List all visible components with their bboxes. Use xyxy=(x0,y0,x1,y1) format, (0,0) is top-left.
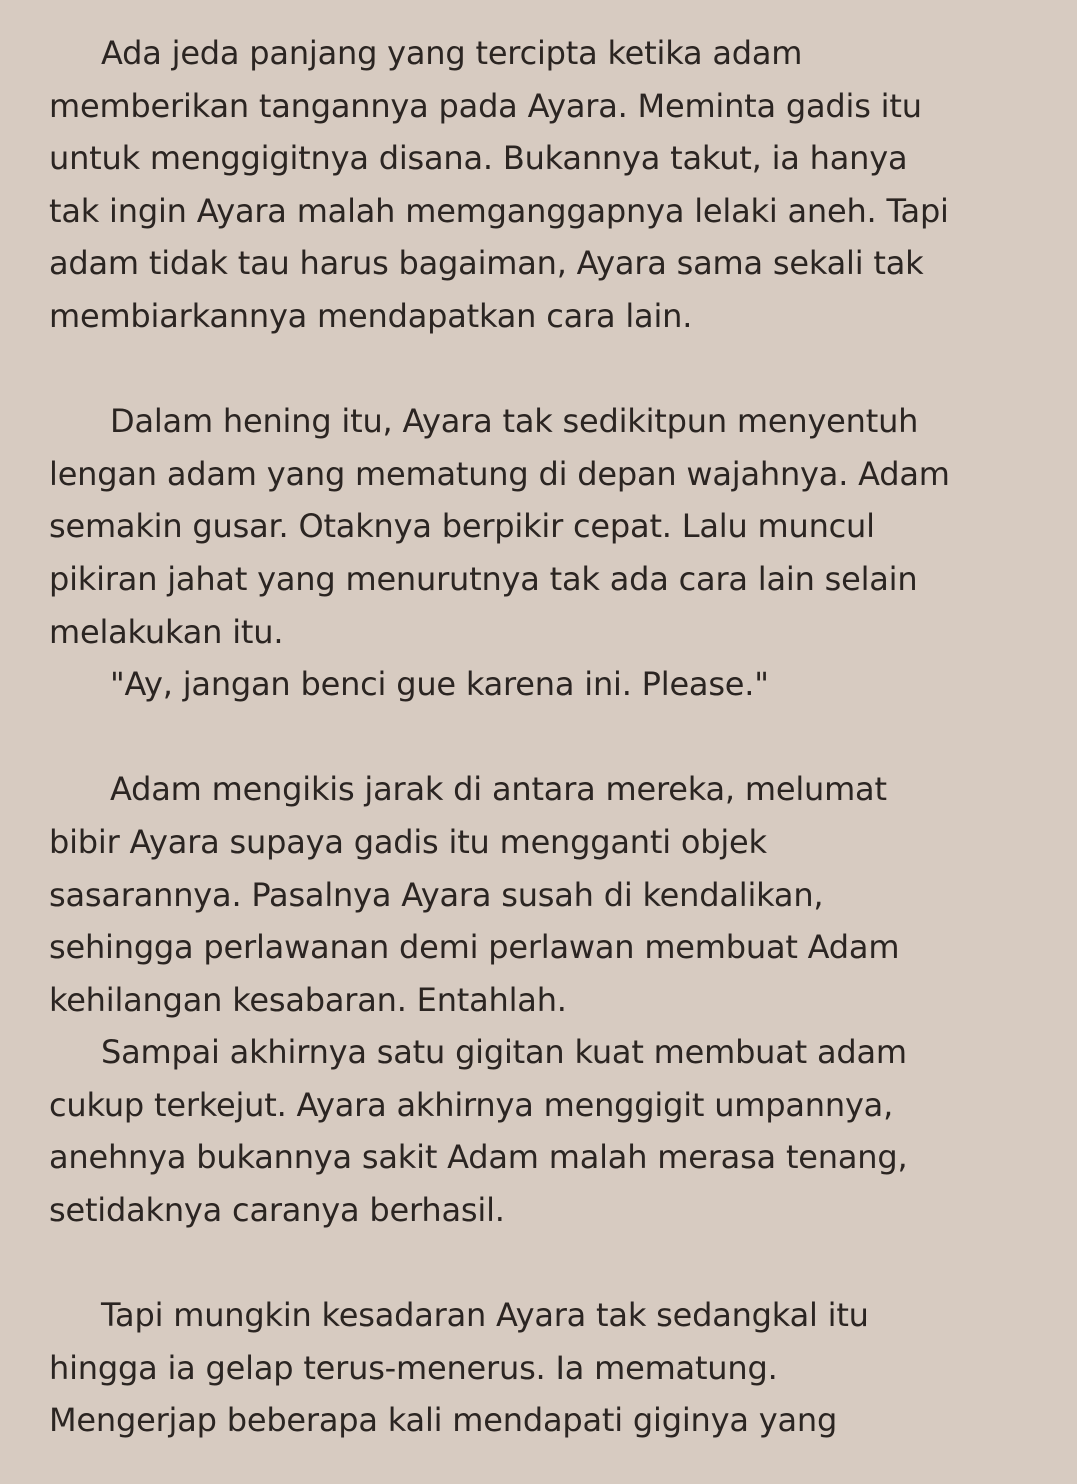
paragraph-spacer xyxy=(49,711,1037,764)
text-line: Tapi mungkin kesadaran Ayara tak sedangkal itu xyxy=(101,1296,869,1335)
text-line: membiarkannya mendapatkan cara lain. xyxy=(49,296,693,335)
text-line: pikiran jahat yang menurutnya tak ada cara lain selain xyxy=(49,559,918,598)
text-line: sehingga perlawanan demi perlawan membuat Adam xyxy=(49,928,900,967)
text-line: tak ingin Ayara malah memganggapnya lelaki aneh. Tapi xyxy=(49,191,949,230)
text-line: sasarannya. Pasalnya Ayara susah di kendalikan, xyxy=(49,875,824,914)
paragraph-2 xyxy=(49,395,1037,658)
text-line: setidaknya caranya berhasil. xyxy=(49,1191,505,1230)
paragraph-spacer xyxy=(49,1237,1037,1290)
text-line: Dalam hening itu, Ayara tak sedikitpun menyentuh xyxy=(110,402,919,441)
text-line: hingga ia gelap terus-menerus. Ia mematung. xyxy=(49,1348,778,1387)
text-line: melakukan itu. xyxy=(49,612,284,651)
text-line: bibir Ayara supaya gadis itu mengganti objek xyxy=(49,822,767,861)
dialogue-line xyxy=(49,658,1037,711)
text-line: kehilangan kesabaran. Entahlah. xyxy=(49,980,567,1019)
text-line: "Ay, jangan benci gue karena ini. Please." xyxy=(110,665,769,704)
paragraph-3 xyxy=(49,763,1037,1026)
text-line: memberikan tangannya pada Ayara. Meminta gadis itu xyxy=(49,86,922,125)
text-line: untuk menggigitnya disana. Bukannya takut, ia hanya xyxy=(49,139,908,178)
text-line: adam tidak tau harus bagaiman, Ayara sama sekali tak xyxy=(49,244,924,283)
paragraph-spacer xyxy=(49,343,1037,396)
paragraph-4 xyxy=(49,1026,1037,1236)
paragraph-5 xyxy=(49,1289,1037,1447)
paragraph-1 xyxy=(49,27,1037,343)
text-line: anehnya bukannya sakit Adam malah merasa tenang, xyxy=(49,1138,908,1177)
text-line: Ada jeda panjang yang tercipta ketika adam xyxy=(101,34,803,72)
text-line: semakin gusar. Otaknya berpikir cepat. Lalu muncul xyxy=(49,507,875,546)
text-line: Sampai akhirnya satu gigitan kuat membuat adam xyxy=(101,1033,907,1072)
text-line: Adam mengikis jarak di antara mereka, melumat xyxy=(110,770,887,809)
text-line: Mengerjap beberapa kali mendapati giginya yang xyxy=(49,1401,838,1440)
text-line: lengan adam yang mematung di depan wajahnya. Adam xyxy=(49,454,950,493)
text-line: cukup terkejut. Ayara akhirnya menggigit umpannya, xyxy=(49,1085,894,1124)
